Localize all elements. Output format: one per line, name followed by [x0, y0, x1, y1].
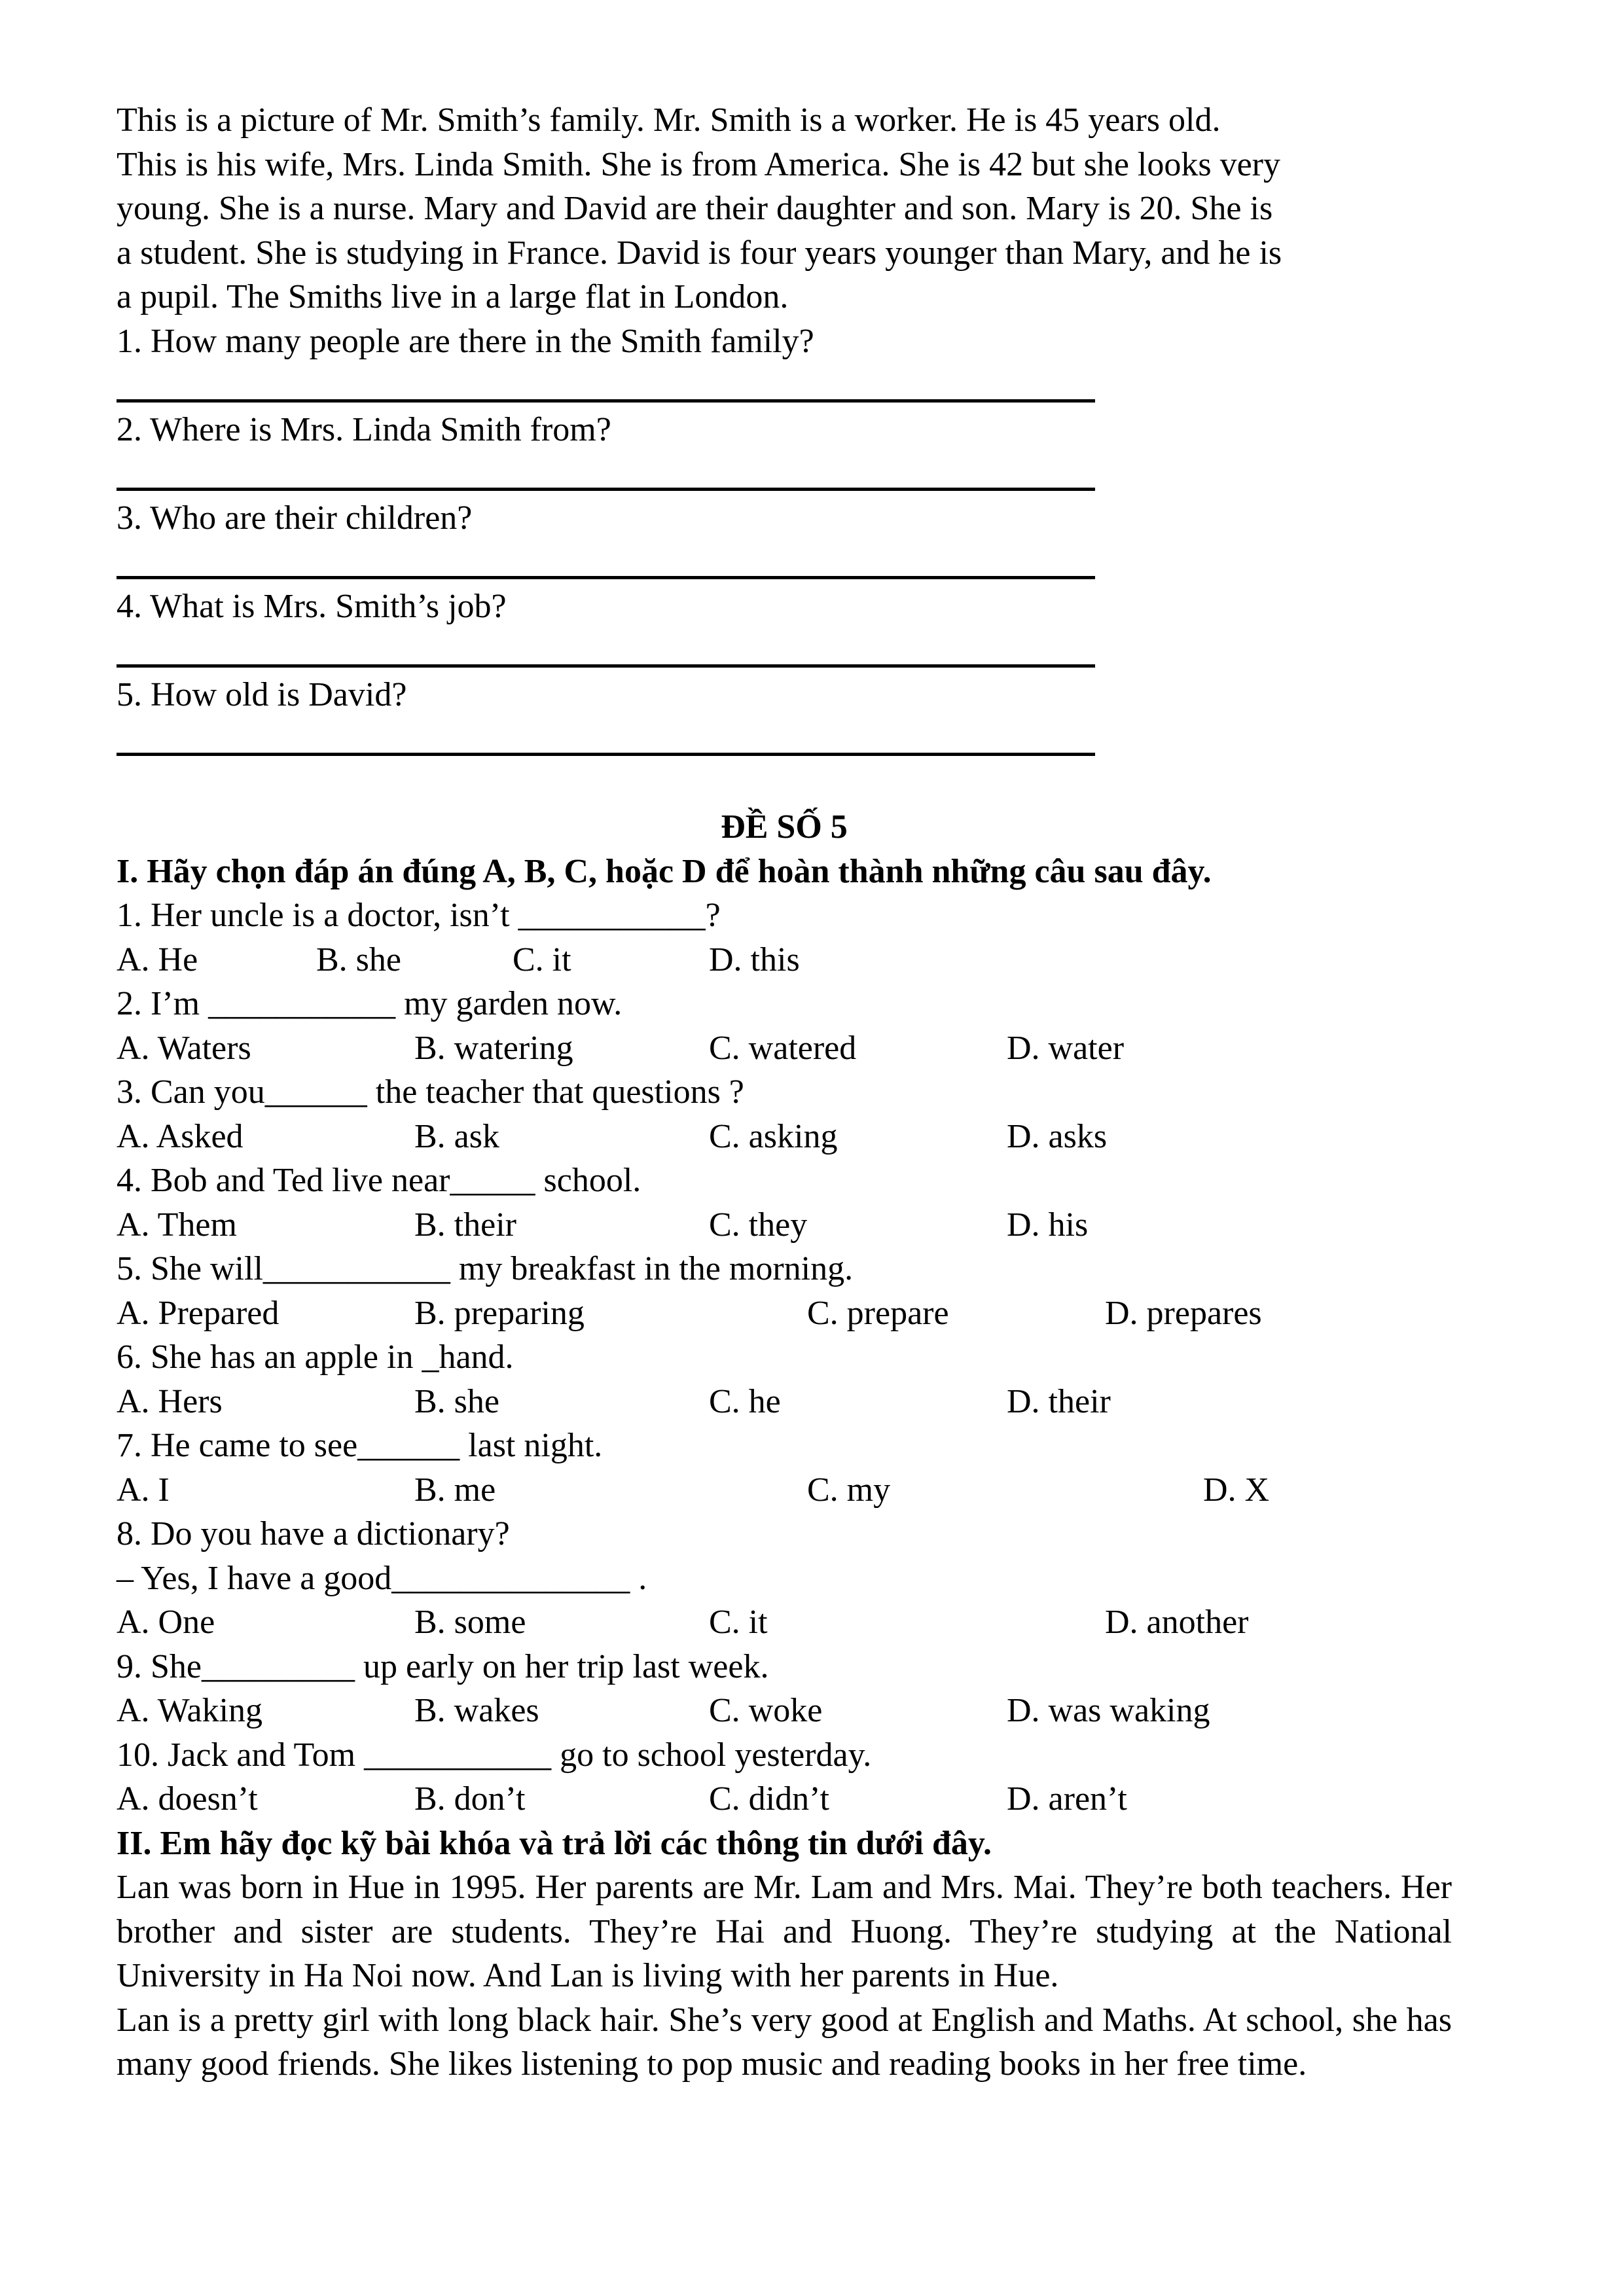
section-2-heading: II. Em hãy đọc kỹ bài khóa và trả lời các thông tin dưới đây.: [117, 1824, 992, 1862]
mc-question-8-reply: – Yes, I have a good______________ .: [117, 1559, 647, 1597]
option-a: A. Hers: [117, 1382, 223, 1420]
reading-passage-smith: [117, 98, 1452, 319]
passage-line: young. She is a nurse. Mary and David are their daughter and son. Mary is 20. She is: [117, 190, 1273, 227]
mc-question-10: 10. Jack and Tom ___________ go to school yesterday.: [117, 1736, 872, 1774]
question-4: 4. What is Mrs. Smith’s job?: [117, 587, 507, 625]
section-1-heading: I. Hãy chọn đáp án đúng A, B, C, hoặc D để hoàn thành những câu sau đây.: [117, 852, 1212, 890]
reading-questions: [117, 319, 1452, 761]
mc-question-2: 2. I’m ___________ my garden now.: [117, 985, 623, 1022]
mc-question-4: 4. Bob and Ted live near_____ school.: [117, 1162, 641, 1199]
option-d: D. was waking: [1007, 1692, 1210, 1729]
option-a: A. He: [117, 941, 198, 978]
option-d: D. prepares: [1105, 1294, 1262, 1332]
document-page: [117, 98, 1452, 2087]
option-d: D. another: [1105, 1604, 1249, 1641]
mc-question-1: 1. Her uncle is a doctor, isn’t ___________?: [117, 897, 721, 934]
mc-question-7: 7. He came to see______ last night.: [117, 1427, 603, 1464]
option-a: A. Prepared: [117, 1294, 280, 1332]
option-d: D. his: [1007, 1206, 1089, 1244]
lan-passage-paragraph-1: Lan was born in Hue in 1995. Her parents are Mr. Lam and Mrs. Mai. They’re both teachers. Her brother and sister are students. They’re Hai and Huong. They’re studying at the National University in Ha Noi now. And Lan is living with her parents in Hue.: [117, 1869, 1452, 1994]
answer-line-1: [117, 363, 1095, 408]
mc-options-10: [117, 1777, 1452, 1821]
option-d: D. aren’t: [1007, 1780, 1127, 1818]
option-b: B. don’t: [414, 1780, 526, 1818]
option-c: C. woke: [709, 1692, 823, 1729]
option-a: A. I: [117, 1471, 170, 1509]
question-3: 3. Who are their children?: [117, 499, 473, 537]
option-b: B. preparing: [414, 1294, 585, 1332]
mc-options-1: [117, 938, 1452, 982]
answer-line-2: [117, 452, 1095, 496]
option-a: A. One: [117, 1604, 215, 1641]
passage-line: This is his wife, Mrs. Linda Smith. She is from America. She is 42 but she looks very: [117, 145, 1280, 183]
question-2: 2. Where is Mrs. Linda Smith from?: [117, 410, 611, 448]
option-d: D. X: [1203, 1471, 1270, 1509]
mc-options-6: [117, 1380, 1452, 1424]
option-b: B. she: [316, 941, 401, 978]
option-a: A. Waters: [117, 1029, 251, 1067]
option-b: B. watering: [414, 1029, 573, 1067]
option-c: C. it: [709, 1604, 768, 1641]
mc-options-2: [117, 1026, 1452, 1071]
option-b: B. she: [414, 1382, 499, 1420]
option-a: A. doesn’t: [117, 1780, 258, 1818]
option-d: D. water: [1007, 1029, 1125, 1067]
option-d: D. asks: [1007, 1117, 1108, 1155]
answer-line-4: [117, 628, 1095, 673]
option-b: B. me: [414, 1471, 496, 1509]
option-c: C. watered: [709, 1029, 857, 1067]
passage-line: a pupil. The Smiths live in a large flat in London.: [117, 278, 789, 315]
mc-question-3: 3. Can you______ the teacher that questions ?: [117, 1073, 744, 1111]
option-b: B. their: [414, 1206, 516, 1244]
mc-options-5: [117, 1291, 1452, 1336]
mc-options-4: [117, 1203, 1452, 1247]
option-a: A. Them: [117, 1206, 237, 1244]
mc-question-5: 5. She will___________ my breakfast in the morning.: [117, 1250, 854, 1287]
answer-line-5: [117, 717, 1095, 761]
option-c: C. he: [709, 1382, 781, 1420]
option-c: C. prepare: [807, 1294, 949, 1332]
option-c: C. it: [513, 941, 571, 978]
mc-options-3: [117, 1115, 1452, 1159]
mc-question-8: 8. Do you have a dictionary?: [117, 1515, 510, 1552]
option-d: D. this: [709, 941, 800, 978]
mc-question-9: 9. She_________ up early on her trip last week.: [117, 1647, 769, 1685]
passage-line: a student. She is studying in France. David is four years younger than Mary, and he is: [117, 234, 1282, 272]
option-c: C. my: [807, 1471, 891, 1509]
option-c: C. didn’t: [709, 1780, 829, 1818]
mc-options-9: [117, 1689, 1452, 1733]
answer-line-3: [117, 540, 1095, 584]
option-c: C. they: [709, 1206, 808, 1244]
option-b: B. wakes: [414, 1692, 539, 1729]
passage-line: This is a picture of Mr. Smith’s family. Mr. Smith is a worker. He is 45 years old.: [117, 101, 1221, 139]
test-title: ĐỀ SỐ 5: [721, 808, 848, 846]
option-b: B. ask: [414, 1117, 499, 1155]
option-c: C. asking: [709, 1117, 838, 1155]
question-1: 1. How many people are there in the Smith family?: [117, 322, 814, 360]
mc-options-7: [117, 1468, 1452, 1513]
option-d: D. their: [1007, 1382, 1111, 1420]
option-a: A. Asked: [117, 1117, 244, 1155]
lan-passage-paragraph-2: Lan is a pretty girl with long black hair. She’s very good at English and Maths. At school, she has many good friends. She likes listening to pop music and reading books in her free time.: [117, 2001, 1452, 2083]
option-a: A. Waking: [117, 1692, 263, 1729]
option-b: B. some: [414, 1604, 526, 1641]
mc-question-6: 6. She has an apple in _hand.: [117, 1338, 514, 1376]
mc-options-8: [117, 1600, 1452, 1645]
question-5: 5. How old is David?: [117, 675, 407, 713]
